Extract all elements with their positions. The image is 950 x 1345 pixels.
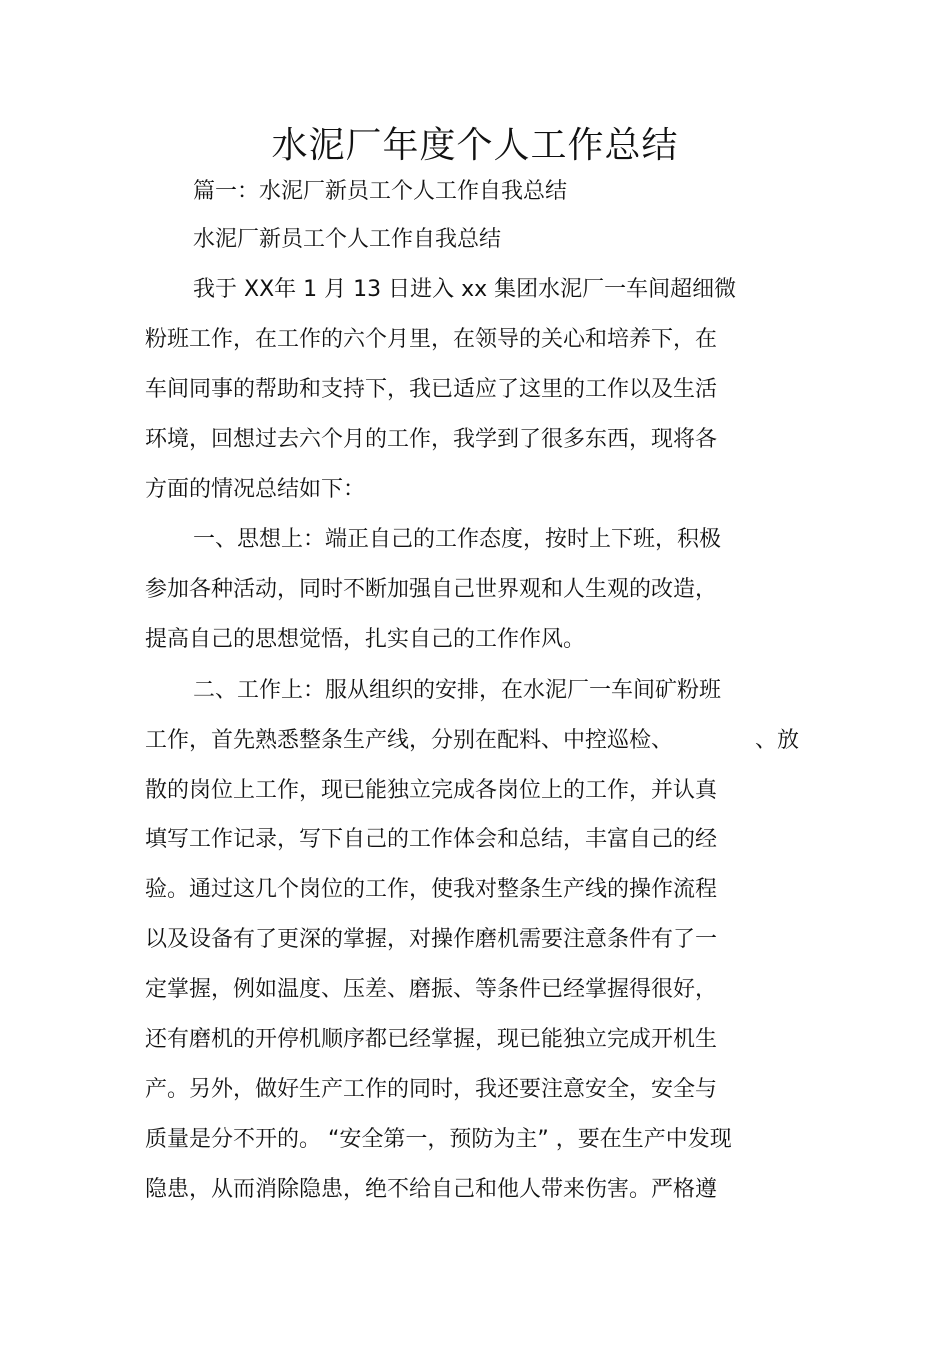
text-line: 一、思想上：端正自己的工作态度，按时上下班，积极 (193, 527, 722, 552)
text-line: 工作，首先熟悉整条生产线，分别在配料、中控巡检、 (145, 728, 674, 753)
text-line: 篇一：水泥厂新员工个人工作自我总结 (193, 179, 568, 204)
text-line: 方面的情况总结如下： (145, 477, 366, 502)
text-line: 参加各种活动，同时不断加强自己世界观和人生观的改造， (145, 577, 718, 602)
text-line: 我于 XX年 1 月 13 日进入 xx 集团水泥厂一车间超细微 (193, 277, 737, 302)
text-line: 环境，回想过去六个月的工作，我学到了很多东西，现将各 (145, 427, 718, 452)
text-line: 产。另外，做好生产工作的同时，我还要注意安全，安全与 (145, 1077, 718, 1102)
text-line: 以及设备有了更深的掌握，对操作磨机需要注意条件有了一 (145, 927, 718, 952)
text-line: 质量是分不开的。 “安全第一，预防为主” ，要在生产中发现 (145, 1127, 732, 1152)
text-line: 还有磨机的开停机顺序都已经掌握，现已能独立完成开机生 (145, 1027, 718, 1052)
document-title: 水泥厂年度个人工作总结 (271, 125, 679, 166)
text-line-fragment: 、放 (755, 728, 800, 753)
text-line: 验。通过这几个岗位的工作，使我对整条生产线的操作流程 (145, 877, 718, 902)
text-line: 水泥厂新员工个人工作自我总结 (193, 227, 502, 252)
text-line: 散的岗位上工作，现已能独立完成各岗位上的工作，并认真 (145, 778, 718, 803)
text-line: 提高自己的思想觉悟，扎实自己的工作作风。 (145, 627, 586, 652)
text-line: 填写工作记录，写下自己的工作体会和总结，丰富自己的经 (145, 827, 718, 852)
text-line: 二、工作上：服从组织的安排，在水泥厂一车间矿粉班 (193, 678, 722, 703)
text-line: 定掌握，例如温度、压差、磨振、等条件已经掌握得很好， (145, 977, 718, 1002)
text-line: 隐患，从而消除隐患，绝不给自己和他人带来伤害。严格遵 (145, 1177, 718, 1202)
text-line: 车间同事的帮助和支持下，我已适应了这里的工作以及生活 (145, 377, 718, 402)
text-line: 粉班工作，在工作的六个月里，在领导的关心和培养下，在 (145, 327, 718, 352)
